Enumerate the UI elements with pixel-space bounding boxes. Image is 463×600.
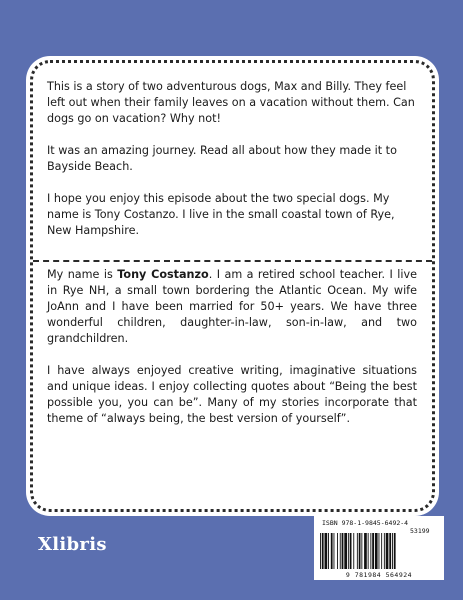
barcode-bar bbox=[361, 533, 362, 569]
bio-paragraph-2: I have always enjoyed creative writing, imaginative situations and unique ideas. I enjoy collecting quotes about “Being the best possible you, you can be”. Many of my stories incorporate that theme of “always being, the best version of yourself”. bbox=[47, 364, 417, 425]
isbn-barcode bbox=[314, 516, 444, 580]
barcode-bar bbox=[375, 533, 378, 569]
barcode-bar bbox=[328, 533, 329, 569]
back-cover-card bbox=[30, 60, 435, 512]
bio-paragraph-1 bbox=[47, 267, 417, 347]
author-bio bbox=[47, 267, 417, 443]
barcode-bar bbox=[344, 533, 347, 569]
story-blurb bbox=[47, 79, 417, 255]
barcode-bar bbox=[384, 533, 385, 569]
barcode-bar bbox=[350, 533, 352, 569]
barcode-bar bbox=[340, 533, 341, 569]
isbn-line-2: 53199 bbox=[410, 527, 430, 535]
barcode-bar bbox=[394, 533, 396, 569]
barcode-bar bbox=[325, 533, 328, 569]
barcode-bar bbox=[337, 533, 338, 569]
bio-intro-prefix: My name is bbox=[47, 268, 118, 281]
barcode-bar bbox=[379, 533, 380, 569]
barcode-bar bbox=[334, 533, 335, 569]
blurb-paragraph-1: This is a story of two adventurous dogs, Max and Billy. They feel left out when their family leaves on a vacation without them. Can dogs go on vacation? Why not! bbox=[47, 80, 415, 125]
barcode-bar bbox=[381, 533, 382, 569]
barcode-bar bbox=[372, 533, 374, 569]
barcode-bar bbox=[348, 533, 349, 569]
barcode-bar bbox=[392, 533, 393, 569]
bio-intro-rest: . I am a retired school teacher. I live in Rye NH, a small town bordering the Atlantic Ocean. My wife JoAnn and I have been married for 50+ years. We have three wonderful children, daughter-in-law, son-in-law, and two grandchildren. bbox=[47, 268, 418, 345]
barcode-digits: 9 781984 564924 bbox=[345, 571, 413, 579]
blurb-paragraph-2: It was an amazing journey. Read all about how they made it to Bayside Beach. bbox=[47, 144, 397, 173]
barcode-bar bbox=[331, 533, 333, 569]
isbn-line-1: ISBN 978-1-9845-6492-4 bbox=[322, 519, 409, 527]
barcode-bar bbox=[342, 533, 344, 569]
barcode-bar bbox=[322, 533, 324, 569]
blurb-paragraph-3: I hope you enjoy this episode about the two special dogs. My name is Tony Costanzo. I live in the small coastal town of Rye, New Hampshire. bbox=[47, 192, 395, 237]
barcode-bar bbox=[359, 533, 361, 569]
dashed-divider bbox=[33, 260, 432, 262]
author-name: Tony Costanzo bbox=[117, 268, 209, 281]
barcode-bar bbox=[389, 533, 391, 569]
barcode-bar bbox=[320, 533, 321, 569]
barcode-bar bbox=[353, 533, 354, 569]
barcode-bar bbox=[368, 533, 369, 569]
barcode-bar bbox=[386, 533, 389, 569]
barcode-bar bbox=[370, 533, 371, 569]
barcode-bar bbox=[357, 533, 358, 569]
barcode-bar bbox=[364, 533, 367, 569]
publisher-logo: Xlibris bbox=[38, 534, 107, 555]
barcode-bars bbox=[318, 533, 440, 571]
